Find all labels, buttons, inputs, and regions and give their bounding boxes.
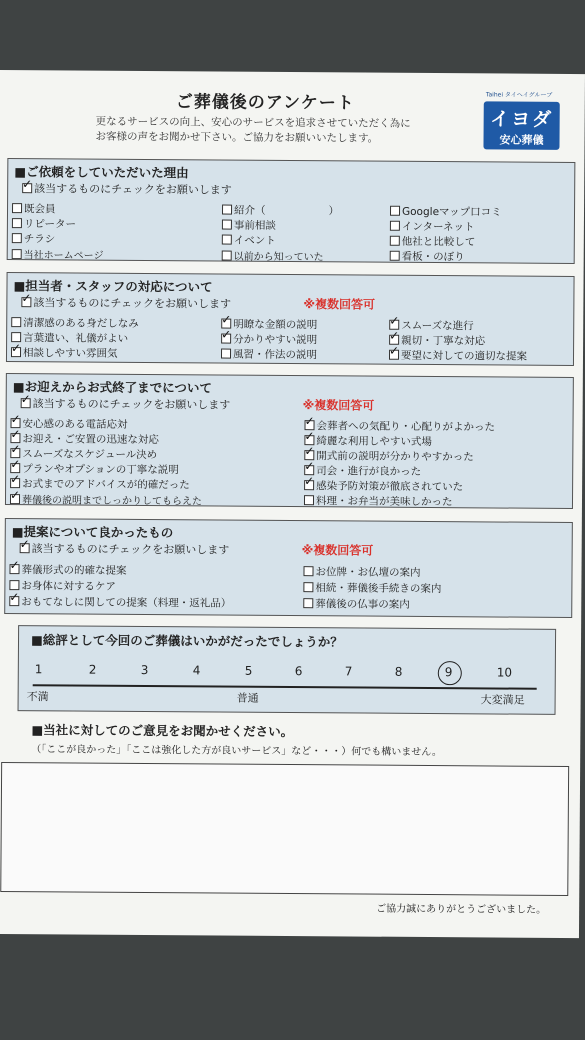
option-item[interactable]: ✓会葬者への気配り・心配りがよかった: [304, 418, 495, 434]
checkbox[interactable]: [11, 317, 21, 327]
option-item[interactable]: お身体に対するケア: [9, 578, 116, 594]
rating-question: ■総評として今回のご葬儀はいかがだったでしょうか？: [30, 632, 343, 650]
checkbox[interactable]: [10, 478, 20, 488]
checkbox[interactable]: [390, 221, 400, 231]
checkbox[interactable]: [389, 350, 399, 360]
scale-mid-label: 普通: [236, 691, 259, 705]
section-reasons: [7, 158, 576, 264]
option-item[interactable]: ✓スムーズな進行: [389, 318, 474, 334]
checkbox[interactable]: [12, 249, 22, 259]
option-item[interactable]: ✓明瞭な金額の説明: [221, 317, 317, 333]
scale-high-label: 大変満足: [480, 693, 525, 707]
option-item[interactable]: ✓お迎え・ご安置の迅速な対応: [10, 431, 159, 447]
option-item[interactable]: 紹介（ ）: [222, 203, 339, 219]
scale-point[interactable]: 6: [294, 664, 303, 679]
checkbox[interactable]: [11, 347, 21, 357]
option-item[interactable]: 清潔感のある身だしなみ: [11, 315, 139, 331]
checkbox[interactable]: [303, 582, 313, 592]
checkbox[interactable]: [22, 183, 32, 193]
checkbox[interactable]: [221, 349, 231, 359]
option-item[interactable]: ✓葬儀後の説明までしっかりしてもらえた: [10, 491, 202, 507]
scale-point[interactable]: 4: [192, 663, 201, 678]
scale-point-selected[interactable]: 9: [444, 665, 453, 680]
checkbox[interactable]: [12, 218, 22, 228]
section-subtitle: ✓該当するものにチェックをお願いします: [21, 294, 231, 311]
checkbox[interactable]: [9, 596, 19, 606]
group-label: Taihei タイヘイグループ: [485, 91, 553, 99]
option-item[interactable]: ✓葬儀形式の的確な提案: [9, 562, 126, 578]
option-item[interactable]: Googleマップ口コミ: [390, 204, 502, 220]
option-item[interactable]: ✓要望に対しての適切な提案: [389, 348, 527, 364]
checkbox[interactable]: [222, 205, 232, 215]
option-item[interactable]: 看板・のぼり: [390, 249, 465, 265]
checkbox[interactable]: [21, 297, 31, 307]
thanks-text: ご協力誠にありがとうございました。: [376, 903, 547, 916]
scale-point[interactable]: 1: [34, 662, 43, 677]
checkbox[interactable]: [12, 233, 22, 243]
section-staff: [6, 272, 575, 366]
checkbox[interactable]: [222, 251, 232, 261]
checkbox[interactable]: [9, 580, 19, 590]
option-item[interactable]: ✓司会・進行が良かった: [304, 463, 421, 479]
checkbox[interactable]: [390, 206, 400, 216]
option-item[interactable]: 言葉遣い、礼儀がよい: [11, 330, 128, 346]
option-item[interactable]: ✓感染予防対策が徹底されていた: [304, 478, 463, 494]
company-logo: [483, 101, 559, 150]
option-item[interactable]: 葬儀後の仏事の案内: [303, 596, 410, 612]
section-title: ■お迎えからお式終了までについて: [12, 379, 212, 396]
checkbox[interactable]: [390, 251, 400, 261]
logo-line2: 安心葬儀: [499, 133, 544, 147]
survey-sheet: [0, 70, 585, 938]
checkbox[interactable]: [222, 220, 232, 230]
section-title: ■ご依頼をしていただいた理由: [14, 164, 189, 181]
option-item[interactable]: 既会員: [12, 201, 56, 216]
section-title: ■担当者・スタッフの対応について: [13, 278, 213, 295]
section-ceremony: [5, 373, 574, 509]
option-item[interactable]: リピーター: [12, 216, 76, 231]
option-item[interactable]: お位牌・お仏壇の案内: [303, 564, 420, 580]
scale-point[interactable]: 8: [394, 664, 403, 679]
page-title: ご葬儀後のアンケート: [175, 92, 355, 114]
option-item[interactable]: イベント: [222, 233, 276, 248]
option-item[interactable]: ✓開式前の説明が分かりやすかった: [304, 448, 474, 464]
option-item[interactable]: ✓綺麗な利用しやすい式場: [304, 433, 432, 449]
checkbox[interactable]: [303, 566, 313, 576]
rating-scale-line: [33, 684, 537, 690]
section-title: ■提案について良かったもの: [11, 524, 174, 541]
scale-point[interactable]: 10: [496, 665, 513, 680]
checkbox[interactable]: [304, 480, 314, 490]
checkbox[interactable]: [303, 598, 313, 608]
scale-low-label: 不満: [26, 690, 49, 704]
section-subtitle: ✓該当するものにチェックをお願いします: [22, 180, 232, 197]
multiple-answers-note: ※複数回答可: [301, 543, 374, 558]
opinion-subtitle: （「ここが良かった」「ここは強化した方が良いサービス」など・・・）何でも構いません。: [31, 744, 442, 759]
option-item[interactable]: 他社と比較して: [390, 234, 476, 250]
option-item[interactable]: 料理・お弁当が美味しかった: [304, 493, 453, 509]
scale-point[interactable]: 7: [344, 664, 353, 679]
option-item[interactable]: ✓お式までのアドバイスが的確だった: [10, 476, 190, 492]
checkbox[interactable]: [221, 334, 231, 344]
overall-rating: [18, 625, 557, 715]
checkbox[interactable]: [10, 494, 20, 504]
option-item[interactable]: 事前相談: [222, 218, 276, 233]
option-item[interactable]: ✓安心感のある電話応対: [10, 416, 127, 432]
checkbox[interactable]: [222, 235, 232, 245]
option-item[interactable]: チラシ: [12, 231, 56, 246]
checkbox[interactable]: [20, 543, 30, 553]
logo-line1: イヨダ: [490, 108, 554, 131]
section-subtitle: ✓該当するものにチェックをお願いします: [20, 540, 230, 557]
opinion-textarea[interactable]: [0, 762, 569, 896]
opinion-title: ■当社に対してのご意見をお聞かせください。: [31, 722, 294, 740]
option-item[interactable]: ✓スムーズなスケジュール決め: [10, 446, 157, 462]
multiple-answers-note: ※複数回答可: [303, 297, 376, 312]
scale-point[interactable]: 3: [140, 662, 149, 678]
option-item[interactable]: ✓分かりやすい説明: [221, 332, 317, 348]
selected-rating-circle: [438, 661, 462, 685]
option-item[interactable]: ✓プランやオプションの丁寧な説明: [10, 461, 179, 477]
option-item[interactable]: 以前から知っていた: [222, 248, 324, 264]
option-item[interactable]: 当社ホームページ: [12, 246, 104, 262]
option-item[interactable]: ✓相談しやすい雰囲気: [11, 345, 118, 361]
checkbox[interactable]: [390, 236, 400, 246]
section-subtitle: ✓該当するものにチェックをお願いします: [21, 395, 231, 412]
checkbox[interactable]: [21, 398, 31, 408]
option-item[interactable]: 風習・作法の説明: [221, 347, 317, 363]
option-item[interactable]: インターネット: [390, 219, 475, 235]
scale-point[interactable]: 5: [244, 663, 253, 678]
checkbox[interactable]: [304, 495, 314, 505]
scale-point[interactable]: 2: [88, 662, 97, 677]
multiple-answers-note: ※複数回答可: [302, 398, 375, 413]
checkbox[interactable]: [12, 203, 22, 213]
option-item[interactable]: 相続・葬儀後手続きの案内: [303, 580, 441, 596]
option-item[interactable]: ✓おもてなしに関しての提案（料理・返礼品）: [9, 594, 231, 611]
section-proposals: [4, 518, 573, 618]
intro-text: 更なるサービスの向上、安心のサービスを追求させていただく為に お客様の声をお聞かせ下さい。ご協力をお願いいたします。: [95, 115, 411, 145]
checkbox[interactable]: [9, 564, 19, 574]
option-item[interactable]: ✓親切・丁寧な対応: [389, 333, 485, 349]
